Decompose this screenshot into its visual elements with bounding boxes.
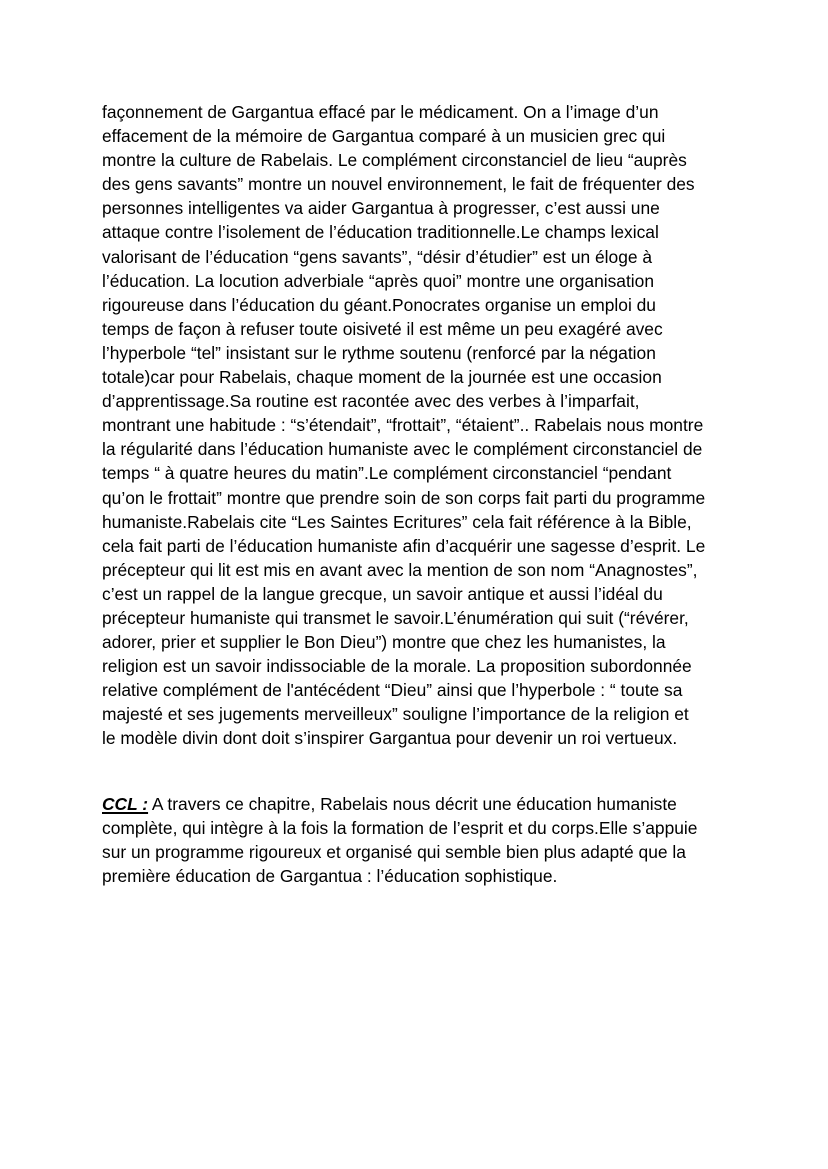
paragraph-line: montrant une habitude : “s’étendait”, “frottait”, “étaient”.. Rabelais nous montre [102, 415, 704, 436]
paragraph-line: rigoureuse dans l’éducation du géant.Ponocrates organise un emploi du [102, 294, 656, 315]
conclusion-line: sur un programme rigoureux et organisé qui semble bien plus adapté que la [102, 842, 686, 863]
conclusion-line: première éducation de Gargantua : l’éducation sophistique. [102, 866, 558, 887]
paragraph-line: le modèle divin dont doit s’inspirer Gargantua pour devenir un roi vertueux. [102, 728, 678, 749]
paragraph-line: la régularité dans l’éducation humaniste avec le complément circonstanciel de [102, 439, 703, 460]
paragraph-line: temps de façon à refuser toute oisiveté il est même un peu exagéré avec [102, 318, 663, 339]
paragraph-line: d’apprentissage.Sa routine est racontée avec des verbes à l’imparfait, [102, 391, 640, 412]
paragraph-line: totale)car pour Rabelais, chaque moment de la journée est une occasion [102, 367, 662, 388]
paragraph-line: personnes intelligentes va aider Gargantua à progresser, c’est aussi une [102, 198, 660, 219]
paragraph-line: attaque contre l’isolement de l’éducation traditionnelle.Le champs lexical [102, 222, 659, 243]
paragraph-line: relative complément de l'antécédent “Dieu” ainsi que l’hyperbole : “ toute sa [102, 680, 683, 701]
paragraph-line: qu’on le frottait” montre que prendre soin de son corps fait parti du programme [102, 487, 706, 508]
paragraph-line: précepteur humaniste qui transmet le savoir.L’énumération qui suit (“révérer, [102, 607, 689, 628]
paragraph-line: temps “ à quatre heures du matin”.Le complément circonstanciel “pendant [102, 463, 672, 484]
paragraph-line: humaniste.Rabelais cite “Les Saintes Ecritures” cela fait référence à la Bible, [102, 511, 692, 532]
paragraph-line: des gens savants” montre un nouvel environnement, le fait de fréquenter des [102, 174, 695, 195]
paragraph-line: montre la culture de Rabelais. Le complément circonstanciel de lieu “auprès [102, 150, 687, 171]
paragraph-line: adorer, prier et supplier le Bon Dieu”) montre que chez les humanistes, la [102, 632, 666, 653]
paragraph-line: précepteur qui lit est mis en avant avec la mention de son nom “Anagnostes”, [102, 559, 698, 580]
paragraph-line: effacement de la mémoire de Gargantua comparé à un musicien grec qui [102, 126, 666, 147]
paragraph-line: majesté et ses jugements merveilleux” souligne l’importance de la religion et [102, 704, 689, 725]
conclusion-first-line-text: A travers ce chapitre, Rabelais nous décrit une éducation humaniste [148, 794, 677, 814]
conclusion-first-line [102, 792, 742, 816]
paragraph-line: façonnement de Gargantua effacé par le médicament. On a l’image d’un [102, 102, 659, 122]
conclusion-label: CCL : [102, 794, 149, 814]
paragraph-line: religion est un savoir indissociable de la morale. La proposition subordonnée [102, 656, 692, 677]
paragraph-line: l’éducation. La locution adverbiale “après quoi” montre une organisation [102, 270, 655, 291]
paragraph-line: cela fait parti de l’éducation humaniste afin d’acquérir une sagesse d’esprit. Le [102, 535, 706, 556]
conclusion-line: complète, qui intègre à la fois la formation de l’esprit et du corps.Elle s’appuie [102, 818, 698, 839]
paragraph-line: c’est un rappel de la langue grecque, un savoir antique et aussi l’idéal du [102, 583, 663, 604]
analysis-paragraph [102, 100, 742, 751]
paragraph-line: l’hyperbole “tel” insistant sur le rythme soutenu (renforcé par la négation [102, 342, 656, 363]
paragraph-line: valorisant de l’éducation “gens savants”, “désir d’étudier” est un éloge à [102, 246, 653, 267]
conclusion-paragraph [102, 792, 742, 888]
